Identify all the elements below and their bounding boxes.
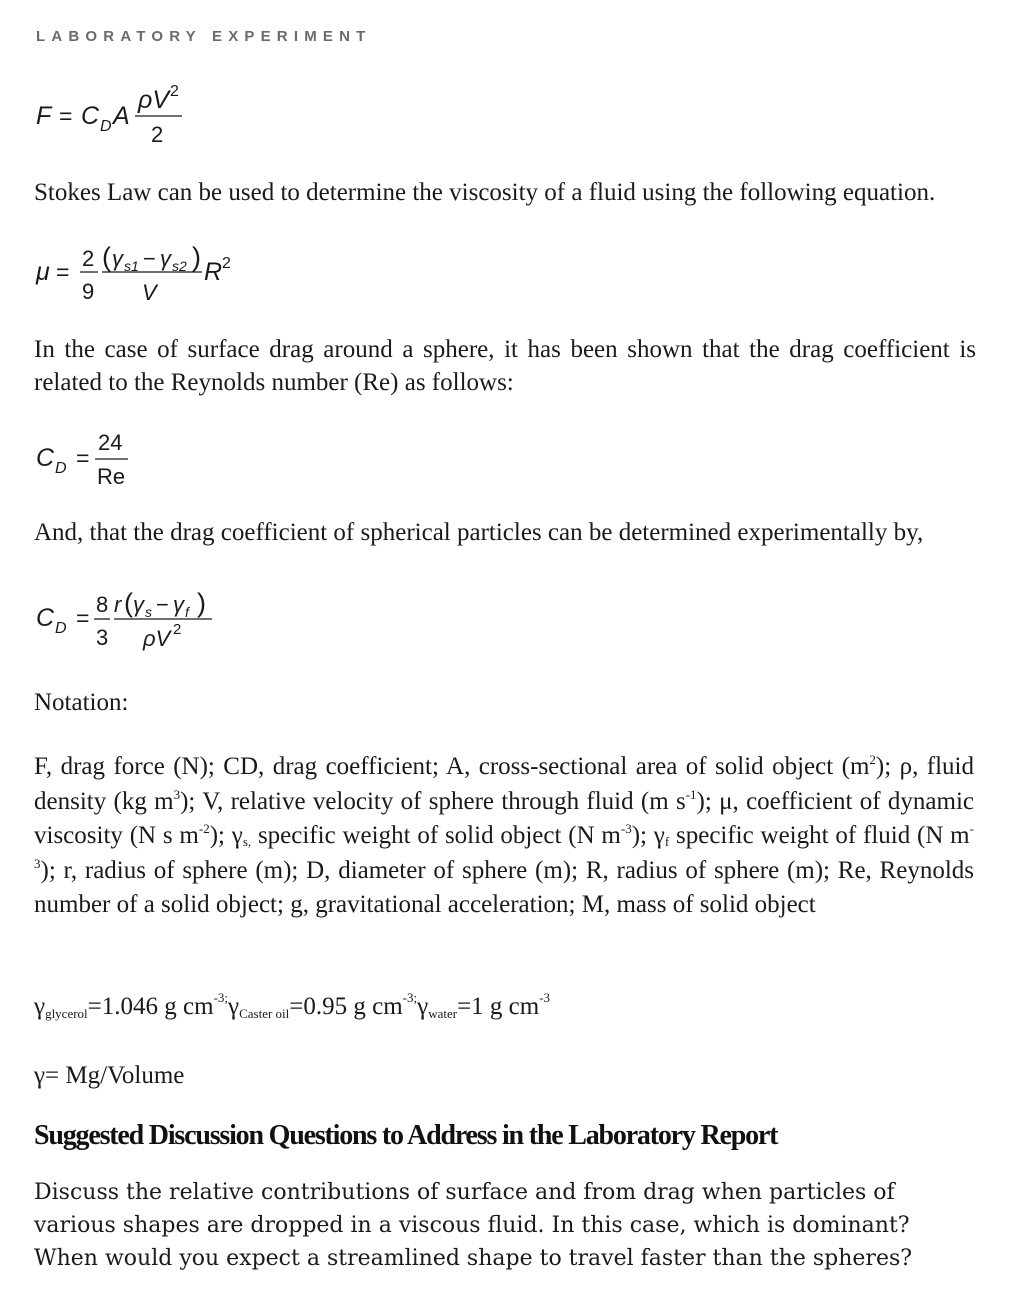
cd-symbol: C	[36, 604, 55, 632]
glycerol-symbol: γ	[34, 993, 46, 1020]
page-header: LABORATORY EXPERIMENT	[36, 28, 372, 45]
density-velocity: ρV	[143, 626, 171, 651]
cd-experimental-equation-graphic	[36, 582, 236, 654]
experimental-text: And, that the drag coefficient of spherical particles can be determined experimentally by,	[34, 519, 924, 546]
minus-sign: −	[156, 592, 169, 617]
equals-sign: =	[59, 103, 73, 129]
equals-sign: =	[56, 259, 70, 285]
cd-reynolds-equation	[36, 424, 166, 501]
notation-text: ); V, relative velocity of sphere through fluid (m s	[180, 787, 686, 815]
drag-force-equation	[36, 82, 216, 157]
glycerol-unit-exponent: -3;	[213, 990, 229, 1005]
stokes-intro-text: Stokes Law can be used to determine the viscosity of a fluid using the following equation.	[34, 179, 936, 206]
notation-superscript: -1	[685, 786, 697, 802]
cd-denominator: Re	[97, 464, 126, 489]
drag-force-equation-graphic	[36, 82, 216, 152]
notation-paragraph	[34, 750, 974, 923]
cd-subscript: D	[55, 620, 67, 637]
radius-r: r	[114, 592, 122, 617]
discussion-text: Discuss the relative contributions of surface and from drag when particles of various shapes are dropped in a viscous fluid. In this case, which is dominant? When would you expect a streamlined shape to travel faster than the spheres?	[34, 1180, 913, 1271]
specific-weights-line	[34, 990, 550, 1024]
notation-text: specific weight of solid object (N m	[251, 822, 621, 849]
caster-value: =0.95 g cm	[289, 993, 403, 1020]
equals-sign: =	[76, 445, 90, 471]
notation-subscript: s,	[242, 834, 252, 849]
area-symbol: A	[113, 102, 130, 130]
notation-superscript: 3	[173, 786, 181, 802]
gamma-s2: γ	[160, 246, 171, 271]
water-unit-exponent: -3	[539, 990, 551, 1005]
density-velocity-exponent: 2	[173, 621, 182, 638]
caster-unit-exponent: -3;	[402, 990, 418, 1005]
notation-subscript: f	[664, 834, 670, 849]
cd-numerator: 24	[98, 430, 123, 455]
water-value: =1 g cm	[457, 993, 540, 1020]
water-symbol: γ	[417, 993, 429, 1020]
notation-text: F, drag force (N); CD, drag coefficient; A, cross-sectional area of solid object (m	[34, 753, 870, 780]
cd-experimental-equation	[36, 582, 236, 659]
notation-text: specific weight of fluid (N m	[669, 822, 970, 849]
stokes-velocity: V	[142, 280, 157, 305]
notation-superscript: -2	[198, 821, 210, 836]
drag-numerator: ρV	[138, 86, 169, 114]
stokes-radius: R	[204, 258, 223, 286]
drag-coef-symbol: C	[81, 102, 100, 130]
caster-subscript: Caster oil	[239, 1006, 290, 1021]
open-paren: (	[102, 242, 111, 272]
stokes-radius-exponent: 2	[222, 255, 231, 272]
gamma-definition: γ= Mg/Volume	[34, 1062, 185, 1089]
glycerol-subscript: glycerol	[45, 1006, 88, 1021]
cd-symbol: C	[36, 444, 55, 472]
notation-superscript: -3	[620, 821, 632, 836]
stokes-law-equation	[36, 236, 256, 313]
close-paren: )	[192, 242, 201, 272]
cd-subscript: D	[55, 460, 67, 477]
cd-three: 3	[96, 625, 109, 650]
notation-text: ); γ	[631, 822, 665, 849]
notation-text: ); μ, coefficient of dynamic viscosity (N s m	[34, 787, 974, 849]
notation-label: Notation:	[34, 689, 129, 716]
notation-text: ); γ	[209, 822, 243, 849]
gamma-s: γ	[133, 592, 144, 617]
caster-symbol: γ	[228, 993, 240, 1020]
notation-text: ); r, radius of sphere (m); D, diameter of sphere (m); R, radius of sphere (m); Re, Reynolds number of a solid object; g, gravitational acceleration; M, mass of solid object	[34, 856, 974, 918]
gamma-s2-subscript: s2	[172, 258, 187, 274]
notation-superscript: -3	[34, 821, 974, 871]
close-paren: )	[197, 588, 206, 618]
gamma-s1-subscript: s1	[124, 258, 139, 274]
cd-eight: 8	[96, 592, 109, 617]
drag-coef-subscript: D	[100, 118, 112, 135]
surface-drag-text: In the case of surface drag around a sphere, it has been shown that the drag coefficient is related to the Reynolds number (Re) as follows:	[34, 336, 976, 396]
gamma-s-subscript: s	[145, 604, 152, 620]
minus-sign: −	[143, 246, 156, 271]
stokes-nine: 9	[82, 279, 95, 304]
notation-text: ); ρ, fluid density (kg m	[34, 753, 974, 815]
stokes-two: 2	[82, 246, 95, 271]
gamma-f-subscript: f	[185, 604, 189, 620]
equals-sign: =	[76, 605, 90, 631]
drag-numerator-exponent: 2	[170, 83, 179, 100]
glycerol-value: =1.046 g cm	[87, 993, 214, 1020]
open-paren: (	[124, 588, 133, 618]
notation-superscript: 2	[869, 752, 876, 767]
cd-reynolds-equation-graphic	[36, 424, 166, 496]
drag-force-lhs: F	[36, 102, 52, 130]
gamma-s1: γ	[112, 246, 123, 271]
viscosity-symbol: μ	[36, 258, 50, 286]
drag-denominator: 2	[151, 122, 164, 147]
stokes-law-equation-graphic	[36, 236, 256, 308]
section-heading: Suggested Discussion Questions to Address in the Laboratory Report	[34, 1120, 778, 1151]
water-subscript: water	[428, 1006, 458, 1021]
gamma-f: γ	[173, 592, 184, 617]
